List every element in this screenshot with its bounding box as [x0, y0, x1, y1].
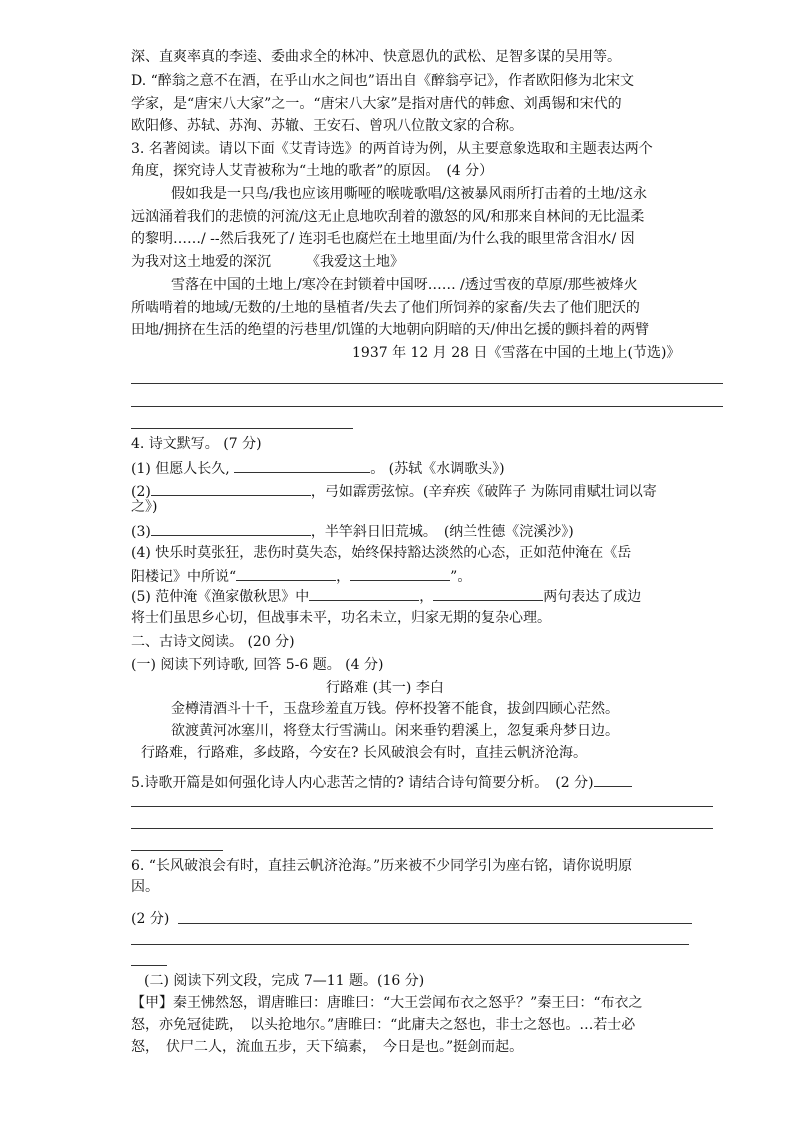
text-line: 深、直爽率真的李逵、委曲求全的林冲、快意恩仇的武松、足智多谋的吴用等。 — [131, 49, 621, 65]
blank-field[interactable] — [350, 566, 450, 581]
poem-line: 金樽清酒斗十千，玉盘珍羞直万钱。停杯投箸不能食，拔剑四顾心茫然。 — [171, 701, 619, 717]
text-line: 因。 — [131, 879, 159, 895]
text-line: 将士们虽思乡心切，但战事未平，功名未立，归家无期的复杂心理。 — [131, 610, 551, 626]
poem-excerpt-line: 所啮啃着的地域/无数的/土地的垦植者/失去了他们所饲养的家畜/失去了他们肥沃的 — [131, 300, 640, 316]
q4-5-suffix: 两句表达了成边 — [543, 589, 642, 605]
passage-line: 怒， 伏尸二人，流血五步，天下缟素， 今日是也。”挺剑而起。 — [131, 1039, 524, 1055]
blank-field[interactable] — [236, 566, 336, 581]
q4-item-5 — [131, 586, 641, 606]
question-3-title: 3. 名著阅读。请以下面《艾青诗选》的两首诗为例，从主要意象选取和主题表达两个 — [131, 141, 653, 157]
q4-2-suffix: ，弓如霹雳弦惊。(辛弃疾《破阵子 为陈同甫赋壮词以寄 — [310, 484, 657, 500]
poem-excerpt-line: 的黎明……/ --然后我死了/ 连羽毛也腐烂在土地里面/为什么我的眼里常含泪水/ 因 — [131, 231, 635, 247]
subsection-heading: (二) 阅读下列文段，完成 7—11 题。(16 分) — [144, 973, 425, 989]
poem-line: 欲渡黄河冰塞川，将登太行雪满山。闲来垂钓碧溪上，忽复乘舟梦日边。 — [171, 723, 619, 739]
poem-excerpt-line: 田地/拥挤在生活的绝望的污巷里/饥馑的大地朝向阴暗的天/伸出乞援的颤抖着的两臂 — [131, 322, 650, 338]
q4-5-comma: ， — [419, 589, 434, 605]
q4-item-2 — [131, 481, 657, 501]
blank-field[interactable] — [151, 521, 311, 536]
passage-line: 怒，亦免冠徒跣， 以头抢地尔。”唐睢曰：“此庸夫之怒也，非士之怒也。…若士必 — [131, 1017, 636, 1033]
poem-excerpt-line: 远汹涌着我们的悲愤的河流/这无止息地吹刮着的激怒的风/和那来自林间的无比温柔 — [131, 209, 645, 225]
blank-field[interactable] — [433, 586, 543, 601]
blank-field[interactable] — [594, 772, 632, 787]
text-line: 欧阳修、苏轼、苏洵、苏辙、王安石、曾巩八位散文家的合称。 — [131, 118, 523, 134]
q4-3-suffix: ，半竿斜日旧荒城。 (纳兰性德《浣溪沙》) — [310, 524, 574, 540]
q4-4-comma: ， — [336, 569, 351, 585]
q4-1-prefix: (1) 但愿人长久, — [131, 461, 235, 477]
poem-excerpt-line: 假如我是一只鸟/我也应该用嘶哑的喉咙歌唱/这被暴风雨所打击着的土地/这永 — [171, 186, 648, 202]
q4-3-prefix: (3) — [131, 524, 151, 540]
q4-item-3 — [131, 521, 574, 541]
answer-line[interactable] — [178, 923, 692, 924]
q4-5-prefix: (5) 范仲淹《渔家傲秋思》中 — [131, 589, 310, 605]
question-5 — [131, 772, 632, 792]
answer-line[interactable] — [131, 965, 167, 966]
blank-field[interactable] — [234, 458, 370, 473]
q6-score: (2 分) — [131, 911, 170, 927]
answer-line[interactable] — [131, 428, 353, 429]
q4-item-4: (4) 快乐时莫张狂，悲伤时莫失态，始终保持豁达淡然的心态，正如范仲淹在《岳 — [131, 545, 632, 561]
answer-line[interactable] — [131, 944, 689, 945]
answer-line[interactable] — [131, 850, 223, 851]
poem-excerpt-line: 雪落在中国的土地上/寒冷在封锁着中国呀…… /透过雪夜的草原/那些被烽火 — [171, 277, 638, 293]
answer-line[interactable] — [131, 806, 713, 807]
question-4-title: 4. 诗文默写。 (7 分) — [131, 436, 262, 452]
answer-line[interactable] — [131, 383, 723, 384]
text-line: 角度，探究诗人艾青被称为“土地的歌者”的原因。 (4 分） — [131, 163, 494, 179]
text-line: 之》) — [131, 499, 158, 515]
blank-field[interactable] — [309, 586, 419, 601]
text-line: 学家，是“唐宋八大家”之一。“唐宋八大家”是指对唐代的韩愈、刘禹锡和宋代的 — [131, 96, 622, 112]
text-line: D. “醉翁之意不在酒，在乎山水之间也”语出自《醉翁亭记》，作者欧阳修为北宋文 — [131, 73, 634, 89]
question-6: 6. “长风破浪会有时，直挂云帆济沧海。”历来被不少同学引为座右铭，请你说明原 — [131, 858, 633, 874]
q5-text: 5.诗歌开篇是如何强化诗人内心悲苦之情的? 请结合诗句简要分析。 (2 分) — [131, 775, 594, 791]
blank-field[interactable] — [151, 481, 311, 496]
answer-line[interactable] — [131, 828, 713, 829]
q4-4-suffix: ”。 — [450, 569, 472, 585]
poem-excerpt-line: 为我对这土地爱的深沉 《我爱这土地》 — [131, 254, 404, 270]
subsection-heading: (一) 阅读下列诗歌, 回答 5-6 题。 (4 分) — [131, 657, 384, 673]
q4-2-prefix: (2) — [131, 484, 151, 500]
answer-line[interactable] — [131, 406, 723, 407]
poem-source: 1937 年 12 月 28 日《雪落在中国的土地上(节选)》 — [352, 345, 681, 361]
poem-line: 行路难，行路难，多歧路，今安在? 长风破浪会有时，直挂云帆济沧海。 — [141, 745, 587, 761]
section-heading: 二、古诗文阅读。 (20 分) — [131, 634, 295, 650]
q4-item-4-cont — [131, 566, 471, 586]
q4-item-1 — [131, 458, 505, 478]
passage-line: 【甲】秦王怫然怒，谓唐睢曰：唐睢曰：“大王尝闻布衣之怒乎？”秦王曰：“布衣之 — [131, 995, 643, 1011]
q4-4-prefix: 阳楼记》中所说“ — [131, 569, 237, 585]
q4-1-suffix: 。 (苏轼《水调歌头》) — [370, 461, 505, 477]
poem-title: 行路难 (其一) 李白 — [326, 680, 444, 696]
